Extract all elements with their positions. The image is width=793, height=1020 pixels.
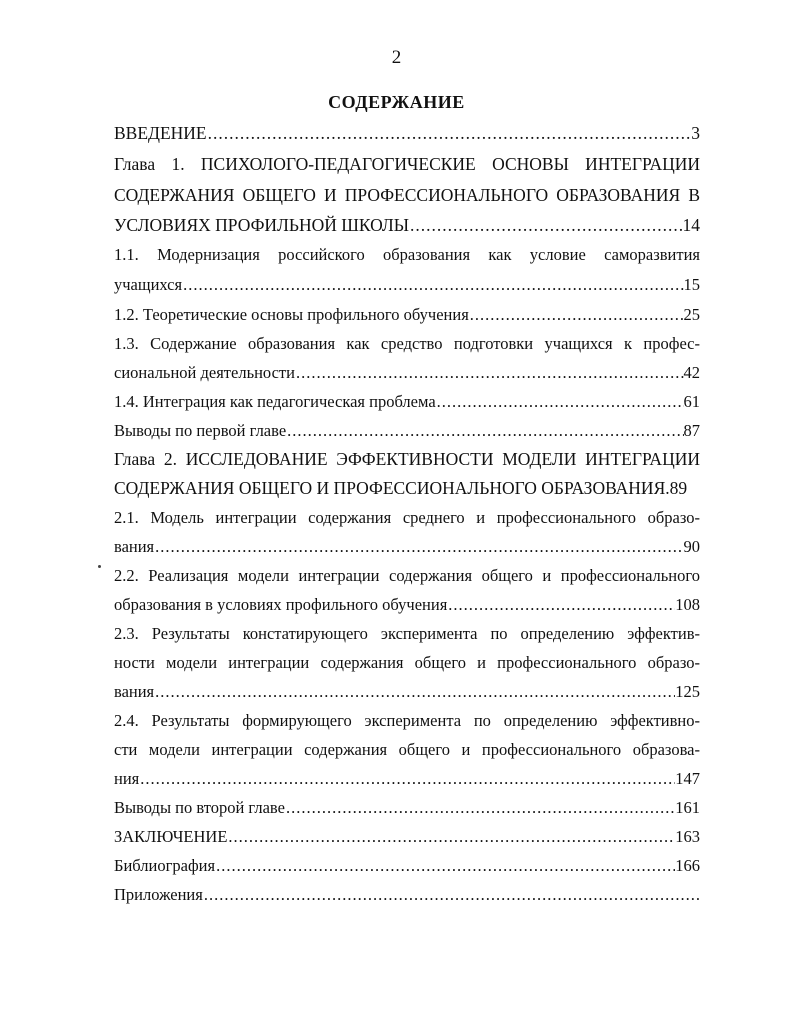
toc-page-number: 108: [675, 595, 700, 614]
toc-entry: [114, 300, 700, 329]
toc-entry-line: [114, 677, 700, 706]
toc-entry: [114, 387, 700, 416]
toc-entry-text: 2.4. Результаты формирующего эксперимента по определению эффективно-: [114, 711, 700, 730]
dot-leader: [154, 677, 675, 706]
toc-entry-line: [114, 358, 700, 387]
table-of-contents: [114, 118, 700, 909]
toc-entry-text: вания: [114, 537, 155, 556]
toc-entry-line: [114, 793, 700, 822]
toc-entry-text: ности модели интеграции содержания общего и профессионального образо-: [114, 653, 700, 672]
toc-entry-text: 1.2. Теоретические основы профильного обучения: [114, 305, 469, 324]
toc-entry: [114, 149, 700, 240]
toc-entry-line: [114, 822, 700, 851]
toc-entry-text: сиональной деятельности: [114, 363, 295, 382]
toc-entry-text: ния: [114, 769, 140, 788]
toc-entry: [114, 561, 700, 619]
toc-page-number: 166: [675, 856, 700, 875]
dot-leader: [295, 358, 684, 387]
toc-entry-text: Приложения: [114, 885, 203, 904]
toc-entry-line: [114, 880, 700, 909]
dot-leader: [286, 416, 683, 445]
dot-leader: [436, 387, 684, 416]
toc-entry: [114, 706, 700, 793]
toc-entry-text: 1.4. Интеграция как педагогическая проблема: [114, 392, 436, 411]
dot-leader: [203, 880, 700, 909]
toc-entry-text: 2.1. Модель интеграции содержания среднего и профессионального образо-: [114, 508, 700, 527]
toc-entry-text: образования в условиях профильного обучения: [114, 595, 448, 614]
toc-page-number: 25: [683, 305, 700, 324]
toc-entry-line: [114, 474, 700, 503]
toc-page-number: 147: [675, 769, 700, 788]
toc-entry: [114, 240, 700, 300]
dot-leader: [154, 532, 683, 561]
page-number: 2: [391, 47, 402, 68]
toc-entry-line: [114, 590, 700, 619]
toc-entry-text: Глава 2. ИССЛЕДОВАНИЕ ЭФФЕКТИВНОСТИ МОДЕЛИ ИНТЕГРАЦИИ: [114, 449, 700, 469]
toc-entry-line: [114, 764, 700, 793]
dot-leader: [285, 793, 675, 822]
toc-entry-text: Глава 1. ПСИХОЛОГО-ПЕДАГОГИЧЕСКИЕ ОСНОВЫ ИНТЕГРАЦИИ: [114, 154, 700, 174]
toc-page-number: 15: [683, 275, 700, 294]
toc-entry-text: Выводы по первой главе: [114, 421, 287, 440]
toc-page-number: 42: [683, 363, 700, 382]
dot-leader: [469, 300, 684, 329]
toc-entry-text: Выводы по второй главе: [114, 798, 285, 817]
toc-entry-line: [114, 532, 700, 561]
toc-entry: [114, 793, 700, 822]
toc-entry-line: [114, 210, 700, 240]
toc-entry-text: СОДЕРЖАНИЯ ОБЩЕГО И ПРОФЕССИОНАЛЬНОГО ОБРАЗОВАНИЯ В: [114, 185, 700, 205]
toc-entry: [114, 118, 700, 149]
toc-entry-line: [114, 416, 700, 445]
toc-page-number: 3: [691, 123, 700, 143]
toc-entry-text: Библиография: [114, 856, 216, 875]
toc-entry: [114, 619, 700, 706]
dot-leader: [447, 590, 675, 619]
toc-title: СОДЕРЖАНИЕ: [328, 92, 465, 112]
toc-entry: [114, 503, 700, 561]
toc-entry-text: 2.3. Результаты констатирующего эксперимента по определению эффектив-: [114, 624, 700, 643]
toc-page-number: 163: [675, 827, 700, 846]
toc-page-number: 14: [682, 215, 700, 235]
toc-entry: [114, 880, 700, 909]
toc-entry-text: 1.1. Модернизация российского образования как условие саморазвития: [114, 245, 700, 264]
toc-page-number: 125: [675, 682, 700, 701]
toc-entry: [114, 445, 700, 503]
toc-entry-line: [114, 387, 700, 416]
toc-entry-line: [114, 300, 700, 329]
toc-entry-text: 2.2. Реализация модели интеграции содержания общего и профессионального: [114, 566, 700, 585]
toc-entry-line: [114, 270, 700, 300]
toc-entry-line: [114, 118, 700, 149]
toc-entry-text: вания: [114, 682, 155, 701]
dot-leader: [227, 822, 675, 851]
toc-entry-line: [114, 851, 700, 880]
toc-entry-text: СОДЕРЖАНИЯ ОБЩЕГО И ПРОФЕССИОНАЛЬНОГО ОБРАЗОВАНИЯ.89: [114, 478, 688, 498]
toc-entry-text: 1.3. Содержание образования как средство подготовки учащихся к профес-: [114, 334, 700, 353]
toc-entry-text: сти модели интеграции содержания общего и профессионального образова-: [114, 740, 700, 759]
toc-entry: [114, 822, 700, 851]
toc-page-number: 90: [683, 537, 700, 556]
toc-entry-text: ЗАКЛЮЧЕНИЕ: [114, 827, 228, 846]
toc-entry-text: УСЛОВИЯХ ПРОФИЛЬНОЙ ШКОЛЫ: [114, 215, 410, 235]
toc-entry: [114, 329, 700, 387]
dot-leader: [207, 118, 692, 149]
toc-page-number: 61: [683, 392, 700, 411]
scan-speck: [98, 565, 101, 568]
toc-page-number: 87: [683, 421, 700, 440]
toc-page-number: 161: [675, 798, 700, 817]
toc-entry: [114, 416, 700, 445]
dot-leader: [139, 764, 675, 793]
dot-leader: [215, 851, 675, 880]
toc-entry-text: ВВЕДЕНИЕ: [114, 123, 207, 143]
dot-leader: [182, 270, 683, 300]
toc-entry: [114, 851, 700, 880]
toc-entry-text: учащихся: [114, 275, 183, 294]
dot-leader: [409, 210, 682, 240]
